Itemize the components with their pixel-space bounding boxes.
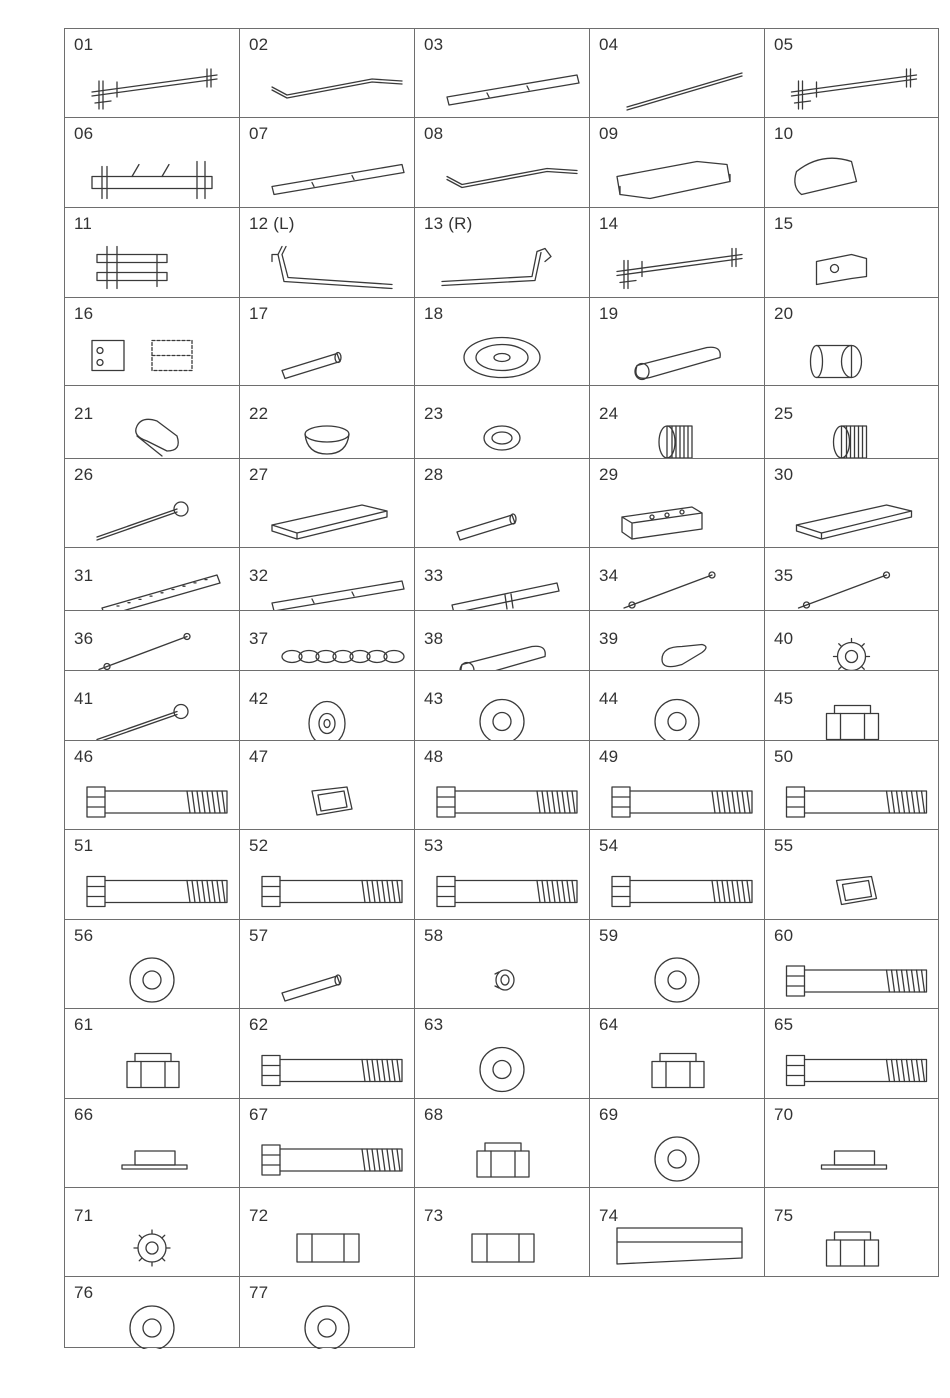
knob-icon — [765, 611, 940, 672]
knob-icon — [65, 1188, 241, 1278]
bracket-frame-icon — [65, 208, 241, 299]
part-number: 58 — [424, 926, 444, 945]
bolt-icon — [240, 1099, 416, 1189]
part-cell — [414, 1187, 590, 1277]
nut-icon — [65, 1009, 241, 1100]
part-number: 38 — [424, 629, 444, 648]
part-number: 06 — [74, 124, 94, 143]
part-number: 77 — [249, 1283, 269, 1302]
part-cell — [239, 1098, 415, 1188]
knurled-cap-icon — [590, 386, 766, 460]
part-number: 53 — [424, 836, 444, 855]
part-number: 25 — [774, 404, 794, 423]
part-cell — [589, 610, 765, 671]
part-number: 33 — [424, 566, 444, 585]
part-number: 46 — [74, 747, 94, 766]
part-cell — [239, 610, 415, 671]
part-number: 70 — [774, 1105, 794, 1124]
part-cell — [414, 829, 590, 920]
part-cell — [239, 297, 415, 386]
part-cell — [589, 207, 765, 298]
bent-rod-icon — [240, 29, 416, 119]
part-number: 50 — [774, 747, 794, 766]
bolt-icon — [590, 741, 766, 831]
part-cell — [64, 1187, 240, 1277]
part-cell — [764, 117, 939, 208]
part-cell — [764, 207, 939, 298]
part-cell — [764, 740, 939, 830]
flange-nut-icon — [765, 1099, 940, 1189]
part-number: 14 — [599, 214, 619, 233]
bolt-icon — [765, 1009, 940, 1100]
part-cell — [239, 740, 415, 830]
part-cell — [764, 297, 939, 386]
part-cell — [764, 610, 939, 671]
part-number: 11 — [74, 214, 93, 233]
part-number: 03 — [424, 35, 444, 54]
part-cell — [64, 740, 240, 830]
wheel-icon — [240, 671, 416, 742]
washer-icon — [65, 920, 241, 1010]
foam-roller-icon — [415, 611, 591, 672]
part-number: 34 — [599, 566, 619, 585]
part-number: 51 — [74, 836, 94, 855]
part-cell — [589, 1187, 765, 1277]
part-number: 08 — [424, 124, 444, 143]
part-cell — [764, 1008, 939, 1099]
part-number: 72 — [249, 1206, 269, 1225]
part-number: 20 — [774, 304, 794, 323]
base-frame-icon — [65, 118, 241, 209]
part-number: 60 — [774, 926, 794, 945]
part-cell — [64, 547, 240, 611]
clip-icon — [65, 386, 241, 460]
part-cell — [764, 670, 939, 741]
part-cell — [414, 385, 590, 459]
part-cell — [64, 207, 240, 298]
washer-icon — [65, 1277, 241, 1349]
part-number: 04 — [599, 35, 619, 54]
part-cell — [239, 919, 415, 1009]
part-cell — [64, 1008, 240, 1099]
cable-icon — [590, 548, 766, 612]
part-cell — [414, 919, 590, 1009]
part-cell — [589, 740, 765, 830]
part-cell — [64, 458, 240, 548]
part-number: 18 — [424, 304, 444, 323]
part-number: 13 (R) — [424, 214, 473, 233]
part-number: 17 — [249, 304, 269, 323]
part-cell — [764, 919, 939, 1009]
frame-bar-icon — [765, 29, 940, 119]
part-number: 21 — [74, 404, 94, 423]
washer-icon — [415, 671, 591, 742]
part-number: 66 — [74, 1105, 94, 1124]
part-number: 31 — [74, 566, 94, 585]
part-number: 56 — [74, 926, 94, 945]
part-cell — [64, 610, 240, 671]
spacer-icon — [415, 920, 591, 1010]
part-number: 65 — [774, 1015, 794, 1034]
part-cell — [64, 919, 240, 1009]
part-number: 73 — [424, 1206, 444, 1225]
part-cell — [589, 458, 765, 548]
weight-block-icon — [590, 459, 766, 549]
part-number: 23 — [424, 404, 444, 423]
part-cell — [414, 207, 590, 298]
part-number: 64 — [599, 1015, 619, 1034]
washer-icon — [590, 671, 766, 742]
part-number: 36 — [74, 629, 94, 648]
part-cell — [64, 829, 240, 920]
part-number: 07 — [249, 124, 269, 143]
part-number: 26 — [74, 465, 94, 484]
part-number: 43 — [424, 689, 444, 708]
hook-arm-right-icon — [415, 208, 591, 299]
part-cell — [64, 1276, 240, 1348]
part-cell — [239, 670, 415, 741]
part-number: 44 — [599, 689, 619, 708]
part-cell — [414, 458, 590, 548]
cable-icon — [765, 548, 940, 612]
knurled-cap-icon — [765, 386, 940, 460]
part-cell — [239, 1187, 415, 1277]
part-cell — [414, 297, 590, 386]
part-number: 74 — [599, 1206, 619, 1225]
part-number: 61 — [74, 1015, 94, 1034]
part-cell — [589, 28, 765, 118]
part-number: 57 — [249, 926, 269, 945]
nut-icon — [590, 1009, 766, 1100]
bolt-icon — [65, 741, 241, 831]
part-number: 16 — [74, 304, 94, 323]
frame-bar-icon — [65, 29, 241, 119]
part-number: 71 — [74, 1206, 94, 1225]
chain-icon — [240, 611, 416, 672]
part-cell — [764, 28, 939, 118]
sticker-icon — [590, 1188, 766, 1278]
t-tube-icon — [415, 548, 591, 612]
square-cap-icon — [240, 741, 416, 831]
pin-icon — [240, 298, 416, 387]
ring-icon — [415, 386, 591, 460]
pulley-icon — [415, 298, 591, 387]
part-cell — [414, 740, 590, 830]
part-number: 62 — [249, 1015, 269, 1034]
bolt-icon — [65, 830, 241, 921]
pop-pin-icon — [65, 671, 241, 742]
part-cell — [764, 1187, 939, 1277]
part-cell — [589, 919, 765, 1009]
part-cell — [414, 1098, 590, 1188]
part-cell — [239, 1276, 415, 1348]
snap-hook-icon — [590, 611, 766, 672]
washer-icon — [590, 1099, 766, 1189]
part-number: 09 — [599, 124, 619, 143]
part-cell — [64, 28, 240, 118]
end-cap-icon — [240, 1188, 416, 1278]
part-number: 19 — [599, 304, 619, 323]
bolt-icon — [765, 920, 940, 1010]
part-cell — [239, 385, 415, 459]
part-number: 49 — [599, 747, 619, 766]
bolt-icon — [590, 830, 766, 921]
part-cell — [764, 385, 939, 459]
part-number: 59 — [599, 926, 619, 945]
bolt-icon — [240, 830, 416, 921]
part-cell — [764, 1098, 939, 1188]
tube-icon — [415, 29, 591, 119]
part-number: 75 — [774, 1206, 794, 1225]
part-number: 22 — [249, 404, 269, 423]
part-cell — [414, 117, 590, 208]
part-number: 27 — [249, 465, 269, 484]
part-cell — [589, 829, 765, 920]
part-number: 41 — [74, 689, 94, 708]
part-cell — [414, 670, 590, 741]
part-number: 28 — [424, 465, 444, 484]
part-cell — [239, 458, 415, 548]
part-number: 29 — [599, 465, 619, 484]
part-cell — [414, 1008, 590, 1099]
part-cell — [64, 117, 240, 208]
tube-icon — [240, 118, 416, 209]
part-cell — [239, 117, 415, 208]
part-cell — [764, 547, 939, 611]
part-number: 63 — [424, 1015, 444, 1034]
part-cell — [589, 385, 765, 459]
nut-icon — [415, 1099, 591, 1189]
part-cell — [764, 458, 939, 548]
u-bracket-icon — [765, 208, 940, 299]
plate-icon — [240, 459, 416, 549]
bushing-icon — [765, 298, 940, 387]
bolt-icon — [415, 830, 591, 921]
part-cell — [64, 670, 240, 741]
part-number: 55 — [774, 836, 794, 855]
washer-icon — [415, 1009, 591, 1100]
part-cell — [589, 670, 765, 741]
pin-icon — [415, 459, 591, 549]
pop-pin-icon — [65, 459, 241, 549]
end-cap-icon — [415, 1188, 591, 1278]
part-cell — [589, 1008, 765, 1099]
part-cell — [239, 829, 415, 920]
cable-icon — [65, 611, 241, 672]
bolt-icon — [415, 741, 591, 831]
pin-icon — [240, 920, 416, 1010]
plate-icon — [765, 459, 940, 549]
part-number: 76 — [74, 1283, 94, 1302]
part-cell — [239, 547, 415, 611]
part-number: 39 — [599, 629, 619, 648]
part-cell — [589, 1098, 765, 1188]
flange-nut-icon — [65, 1099, 241, 1189]
frame-bar-icon — [590, 208, 766, 299]
part-number: 45 — [774, 689, 794, 708]
part-number: 37 — [249, 629, 269, 648]
hook-arm-left-icon — [240, 208, 416, 299]
tube-icon — [240, 548, 416, 612]
part-number: 69 — [599, 1105, 619, 1124]
part-number: 24 — [599, 404, 619, 423]
nut-icon — [765, 671, 940, 742]
part-number: 05 — [774, 35, 794, 54]
part-cell — [414, 547, 590, 611]
bolt-icon — [765, 741, 940, 831]
part-number: 10 — [774, 124, 794, 143]
part-cell — [64, 1098, 240, 1188]
part-number: 54 — [599, 836, 619, 855]
cup-icon — [240, 386, 416, 460]
part-number: 12 (L) — [249, 214, 295, 233]
part-number: 35 — [774, 566, 794, 585]
part-number: 15 — [774, 214, 794, 233]
part-cell — [64, 385, 240, 459]
part-cell — [64, 297, 240, 386]
part-number: 42 — [249, 689, 269, 708]
back-pad-icon — [765, 118, 940, 209]
part-number: 52 — [249, 836, 269, 855]
perforated-tube-icon — [65, 548, 241, 612]
part-cell — [414, 610, 590, 671]
washer-icon — [590, 920, 766, 1010]
part-number: 47 — [249, 747, 269, 766]
part-number: 02 — [249, 35, 269, 54]
part-cell — [239, 1008, 415, 1099]
part-number: 32 — [249, 566, 269, 585]
part-number: 30 — [774, 465, 794, 484]
nut-icon — [765, 1188, 940, 1278]
bolt-icon — [240, 1009, 416, 1100]
part-cell — [764, 829, 939, 920]
foam-roller-icon — [590, 298, 766, 387]
part-number: 68 — [424, 1105, 444, 1124]
seat-pad-icon — [590, 118, 766, 209]
part-cell — [589, 117, 765, 208]
part-number: 40 — [774, 629, 794, 648]
washer-icon — [240, 1277, 416, 1349]
thin-rod-icon — [590, 29, 766, 119]
part-number: 67 — [249, 1105, 269, 1124]
part-cell — [239, 28, 415, 118]
part-number: 01 — [74, 35, 94, 54]
part-cell — [589, 297, 765, 386]
part-number: 48 — [424, 747, 444, 766]
part-cell — [589, 547, 765, 611]
hinge-bracket-icon — [65, 298, 241, 387]
bent-rod-icon — [415, 118, 591, 209]
square-cap-icon — [765, 830, 940, 921]
part-cell — [239, 207, 415, 298]
part-cell — [414, 28, 590, 118]
